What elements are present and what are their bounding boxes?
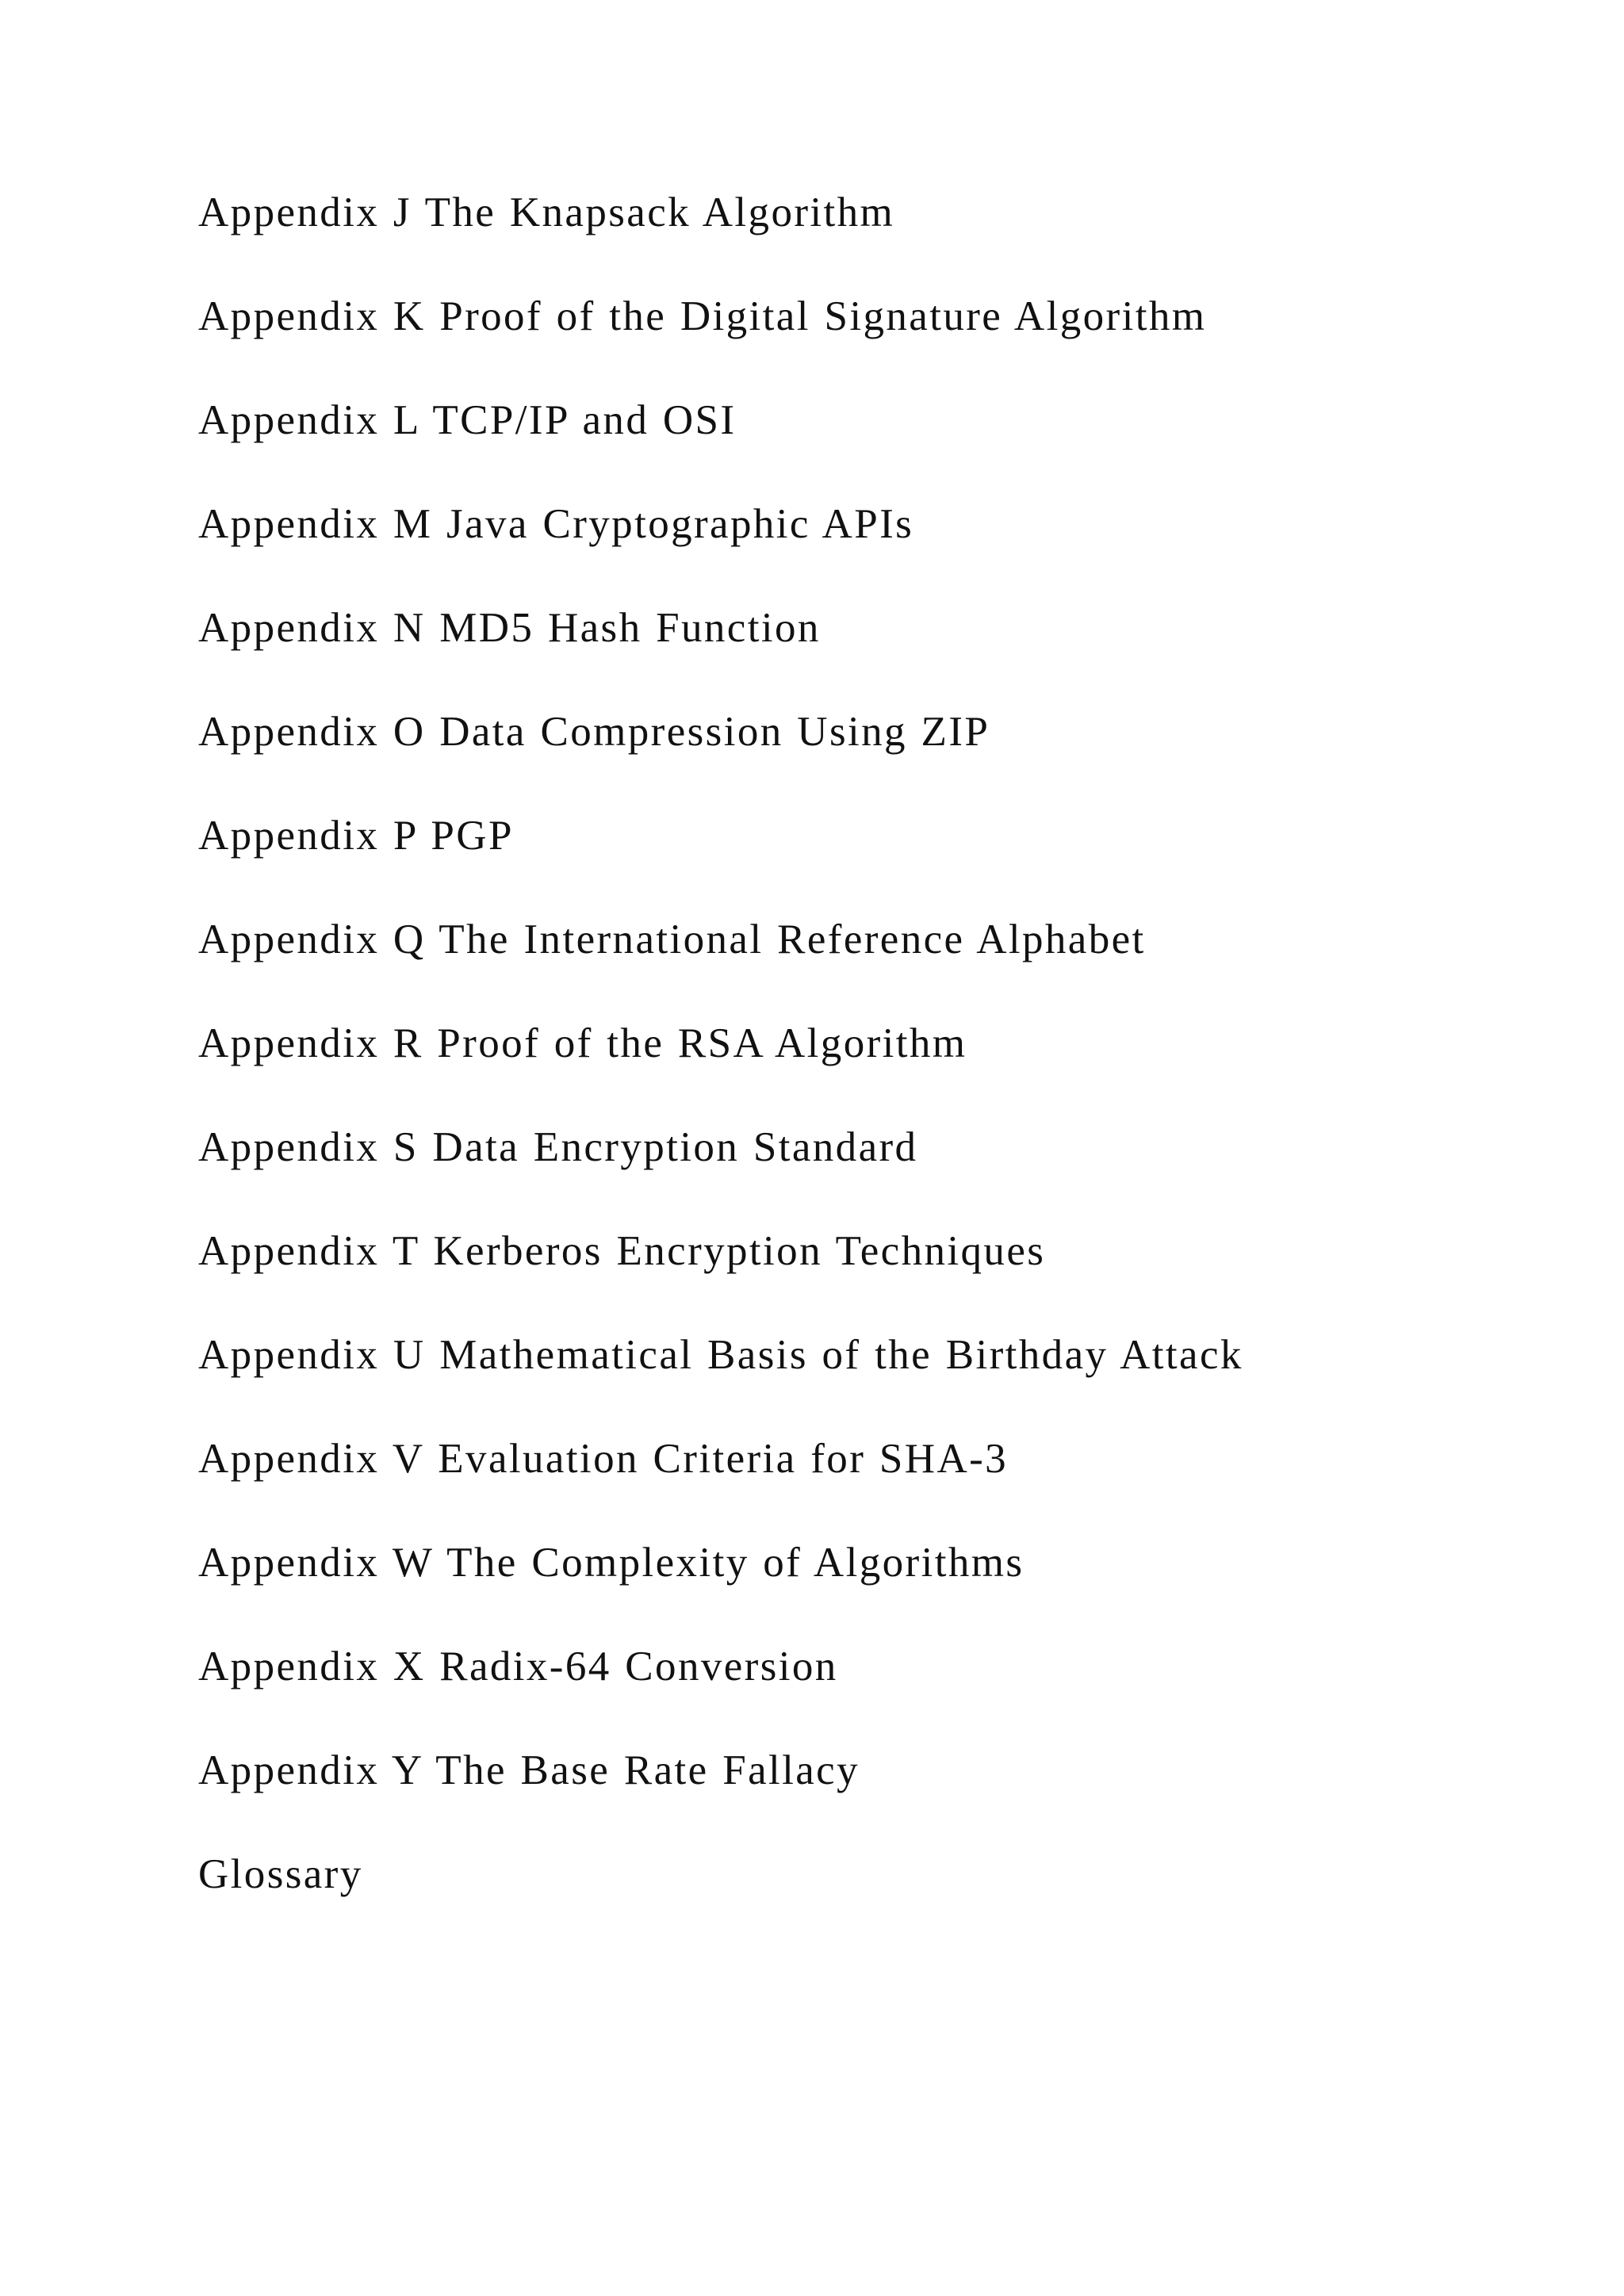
contents-entry-appendix-w: Appendix W The Complexity of Algorithms xyxy=(198,1540,1025,1586)
contents-entry-appendix-j: Appendix J The Knapsack Algorithm xyxy=(198,189,895,235)
contents-entry-appendix-t: Appendix T Kerberos Encryption Techniques xyxy=(198,1228,1046,1274)
contents-entry-appendix-l: Appendix L TCP/IP and OSI xyxy=(198,397,737,443)
contents-entry-appendix-p: Appendix P PGP xyxy=(198,813,514,859)
contents-entry-appendix-o: Appendix O Data Compression Using ZIP xyxy=(198,709,990,755)
contents-entry-appendix-x: Appendix X Radix-64 Conversion xyxy=(198,1644,838,1689)
contents-entry-appendix-v: Appendix V Evaluation Criteria for SHA-3 xyxy=(198,1436,1009,1482)
contents-entry-glossary: Glossary xyxy=(198,1851,363,1897)
contents-entry-appendix-u: Appendix U Mathematical Basis of the Birthday Attack xyxy=(198,1332,1243,1378)
contents-entry-appendix-q: Appendix Q The International Reference Alphabet xyxy=(198,916,1146,962)
contents-entry-appendix-s: Appendix S Data Encryption Standard xyxy=(198,1124,918,1170)
contents-entry-appendix-m: Appendix M Java Cryptographic APIs xyxy=(198,501,914,547)
contents-entry-appendix-k: Appendix K Proof of the Digital Signature Algorithm xyxy=(198,293,1207,339)
contents-entry-appendix-n: Appendix N MD5 Hash Function xyxy=(198,605,821,651)
contents-list xyxy=(198,187,1546,1953)
contents-entry-appendix-r: Appendix R Proof of the RSA Algorithm xyxy=(198,1020,967,1066)
contents-entry-appendix-y: Appendix Y The Base Rate Fallacy xyxy=(198,1747,860,1793)
